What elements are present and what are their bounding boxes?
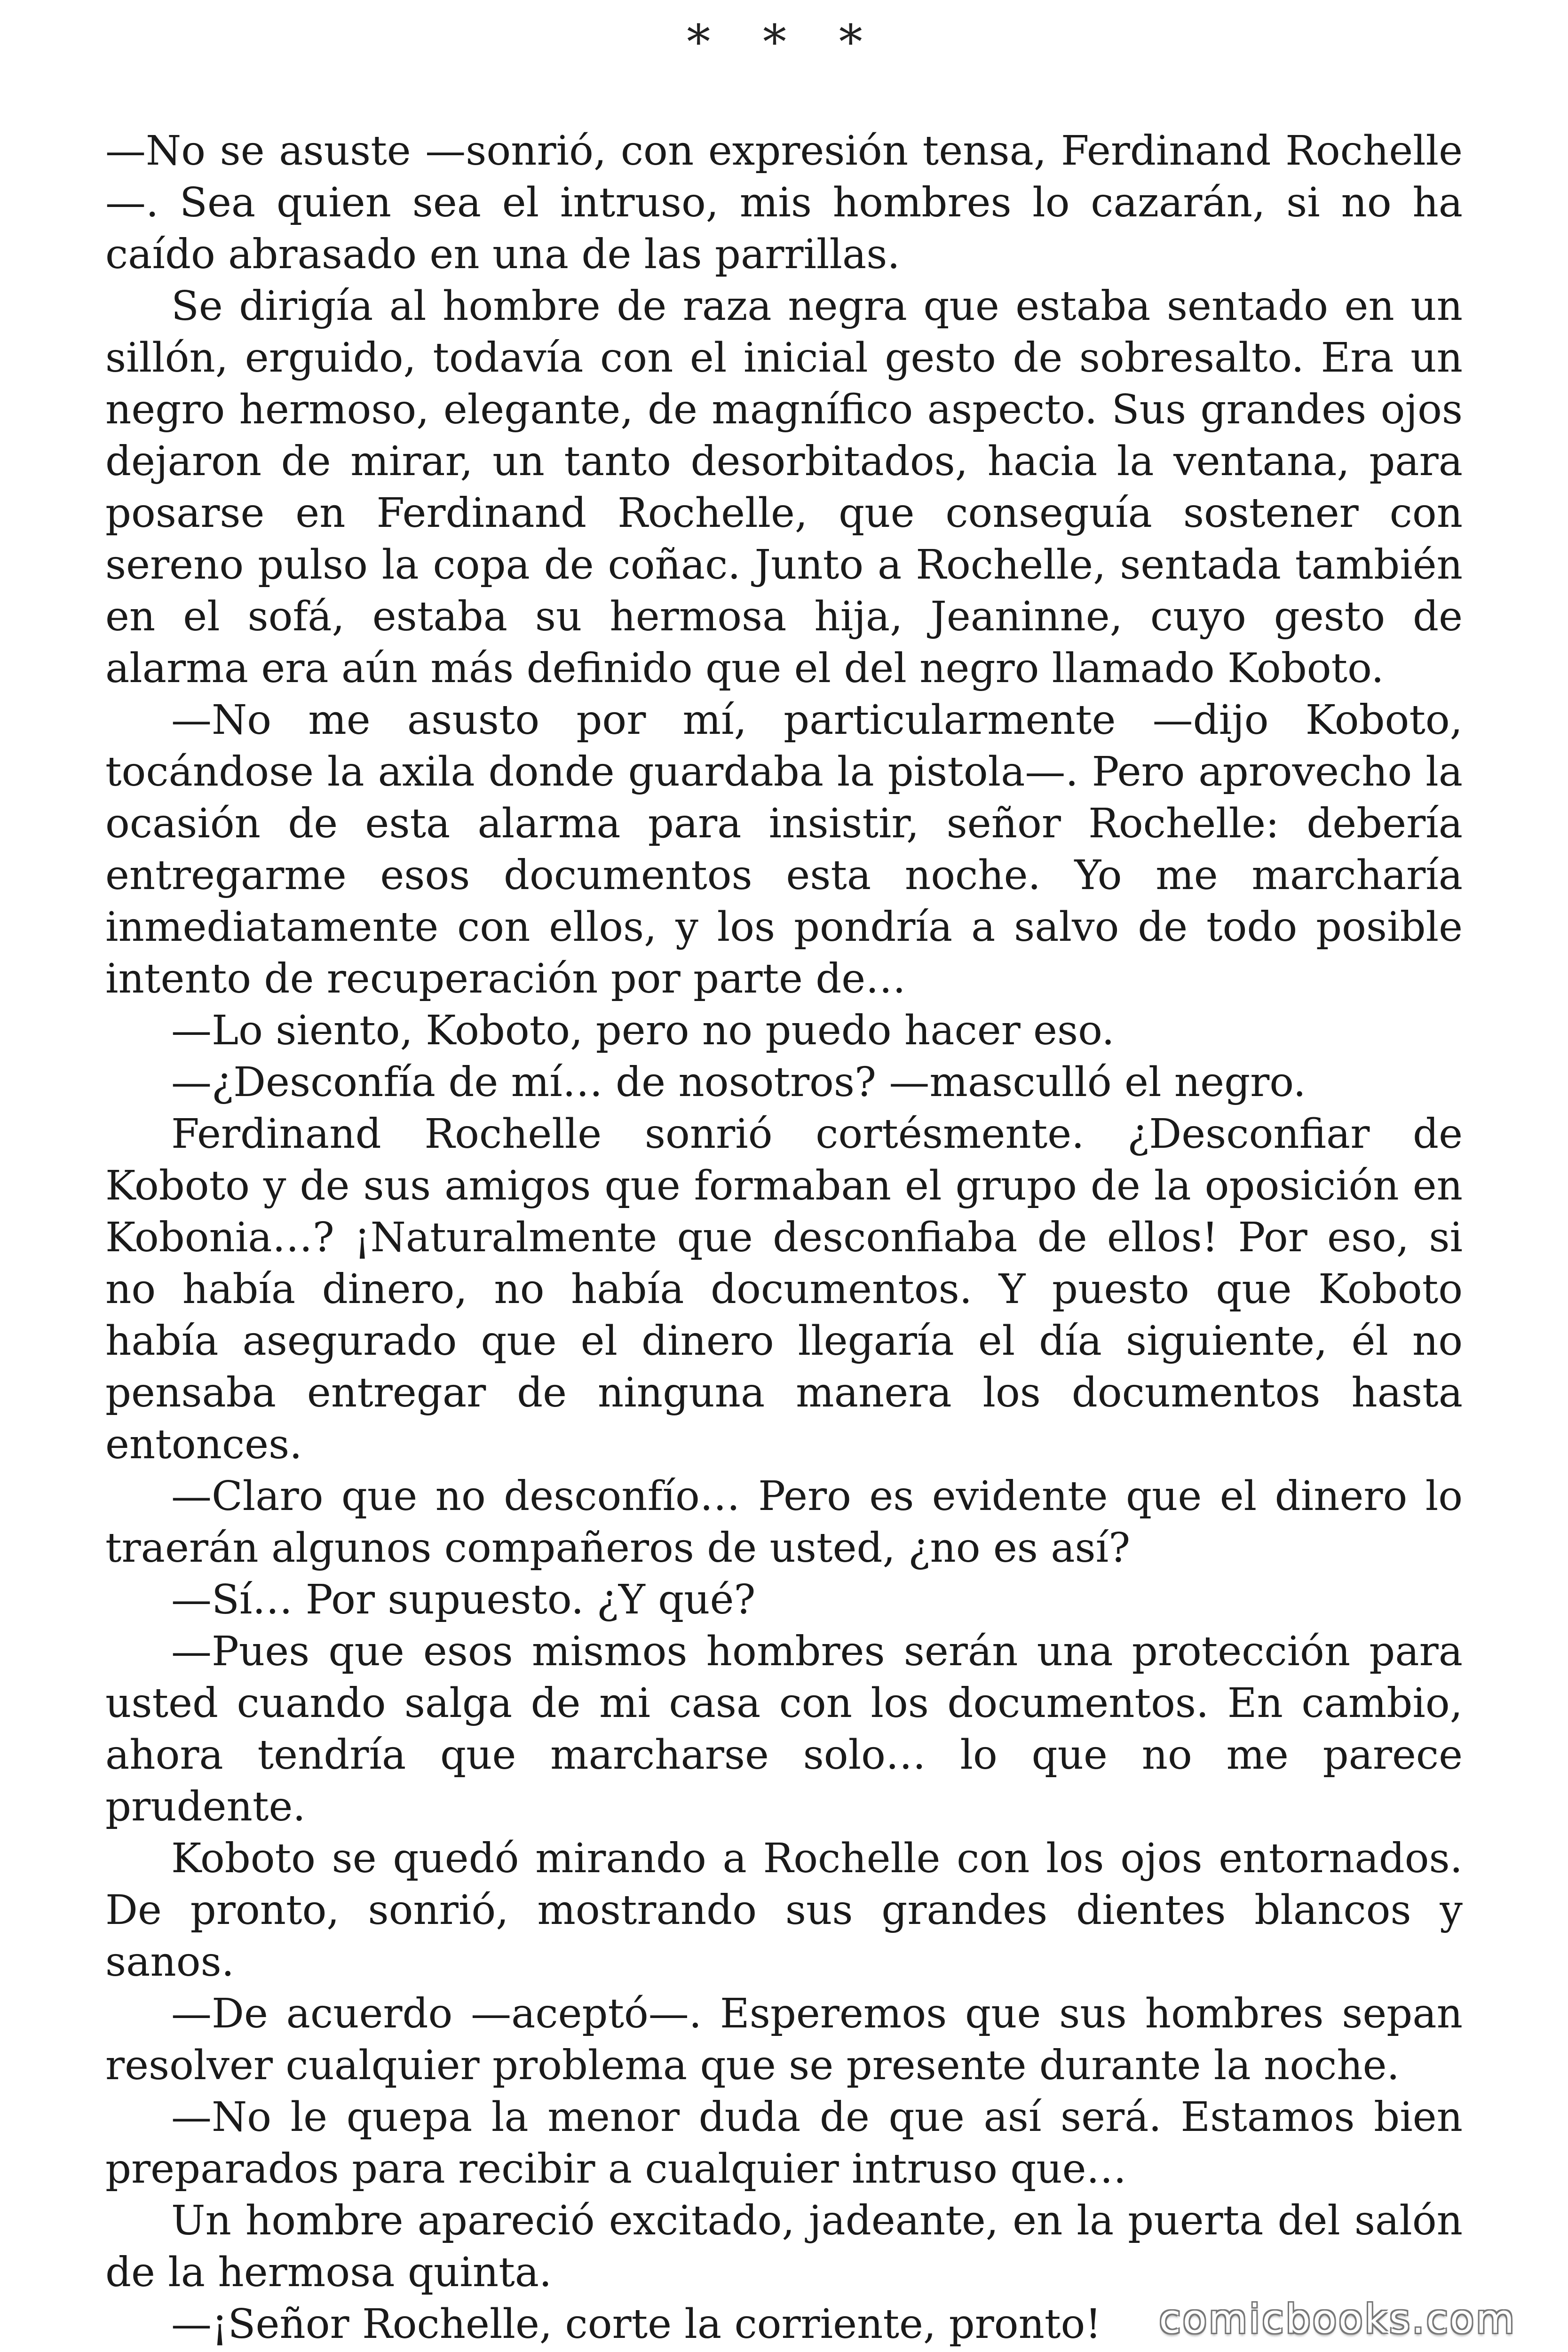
watermark-logo: comicbooks.com: [1159, 2296, 1516, 2342]
paragraph-10: Koboto se quedó mirando a Rochelle con los ojos entornados. De pronto, sonrió, mostrando sus grandes dientes blancos y sanos.: [105, 1835, 1463, 1986]
paragraph-11: —De acuerdo —aceptó—. Esperemos que sus hombres sepan resolver cualquier problema que se presente durante la noche.: [105, 1990, 1463, 2089]
paragraph-14: —¡Señor Rochelle, corte la corriente, pronto!: [171, 2301, 1101, 2348]
paragraph-8: —Sí… Por supuesto. ¿Y qué?: [171, 1576, 756, 1623]
paragraph-12: —No le quepa la menor duda de que así será. Estamos bien preparados para recibir a cualquier intruso que…: [105, 2094, 1463, 2193]
paragraph-6: Ferdinand Rochelle sonrió cortésmente. ¿Desconfiar de Koboto y de sus amigos que formaban el grupo de la oposición en Kobonia…? ¡Naturalmente que desconfiaba de ellos! Por eso, si no había dinero, no había documentos. Y puesto que Koboto había asegurado que el dinero llegaría el día siguiente, él no pensaba entregar de ninguna manera los documentos hasta entonces.: [105, 1111, 1463, 1468]
paragraph-1: —No se asuste —sonrió, con expresión tensa, Ferdinand Rochelle—. Sea quien sea el intruso, mis hombres lo cazarán, si no ha caído abrasado en una de las parrillas.: [105, 127, 1463, 278]
paragraph-3: —No me asusto por mí, particularmente —dijo Koboto, tocándose la axila donde guardaba la pistola—. Pero aprovecho la ocasión de esta alarma para insistir, señor Rochelle: debería entregarme esos documentos esta noche. Yo me marcharía inmediatamente con ellos, y los pondría a salvo de todo posible intento de recuperación por parte de…: [105, 697, 1463, 1002]
paragraph-15: [105, 2350, 1463, 2352]
body-text: [105, 125, 1463, 2352]
paragraph-13: Un hombre apareció excitado, jadeante, en la puerta del salón de la hermosa quinta.: [105, 2197, 1463, 2296]
paragraph-2: Se dirigía al hombre de raza negra que estaba sentado en un sillón, erguido, todavía con el inicial gesto de sobresalto. Era un negro hermoso, elegante, de magnífico aspecto. Sus grandes ojos dejaron de mirar, un tanto desorbitados, hacia la ventana, para posarse en Ferdinand Rochelle, que conseguía sostener con sereno pulso la copa de coñac. Junto a Rochelle, sentada también en el sofá, estaba su hermosa hija, Jeaninne, cuyo gesto de alarma era aún más definido que el del negro llamado Koboto.: [105, 283, 1463, 692]
paragraph-5: —¿Desconfía de mí… de nosotros? —masculló el negro.: [171, 1059, 1306, 1106]
paragraph-4: —Lo siento, Koboto, pero no puedo hacer eso.: [171, 1007, 1115, 1054]
scene-separator: * * *: [687, 15, 881, 70]
paragraph-7: —Claro que no desconfío… Pero es evidente que el dinero lo traerán algunos compañeros de usted, ¿no es así?: [105, 1473, 1463, 1572]
paragraph-9: —Pues que esos mismos hombres serán una protección para usted cuando salga de mi casa con los documentos. En cambio, ahora tendría que marcharse solo… lo que no me parece prudente.: [105, 1628, 1463, 1830]
